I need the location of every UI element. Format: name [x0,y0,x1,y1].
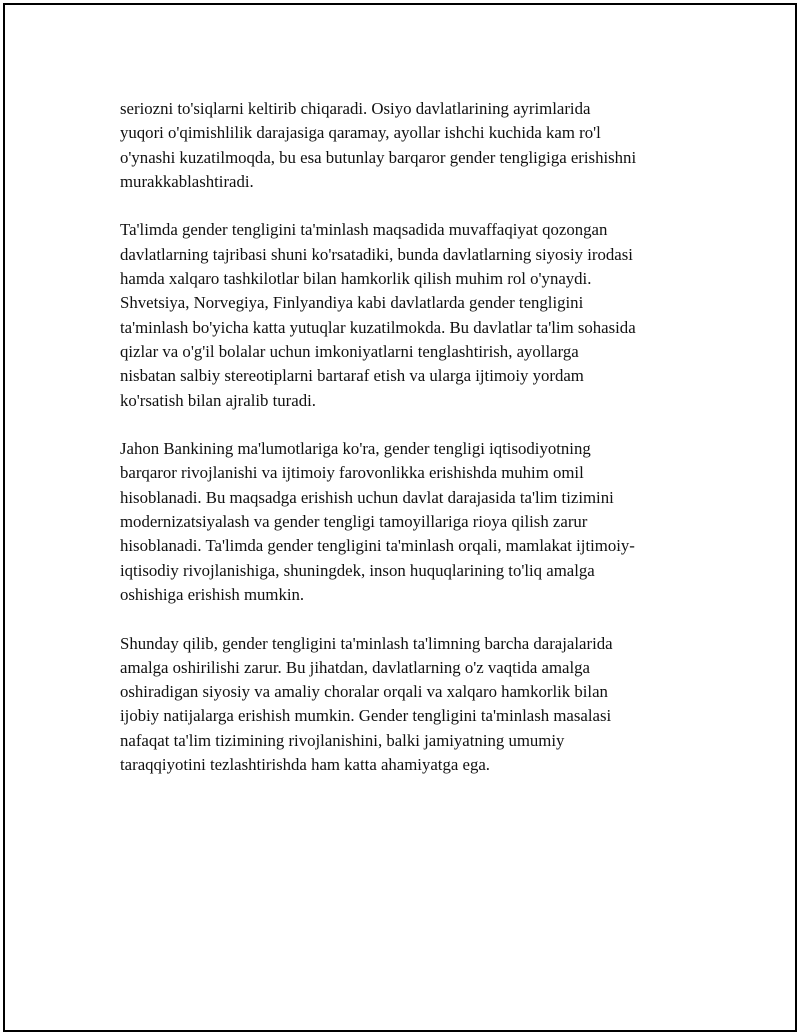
paragraph-2 [120,218,695,412]
document-page [3,3,797,1032]
text-line: Ta'limda gender tengligini ta'minlash maqsadida muvaffaqiyat qozongan [120,220,608,240]
text-line: Shunday qilib, gender tengligini ta'minlash ta'limning barcha darajalarida [120,633,613,653]
text-line: iqtisodiy rivojlanishiga, shuningdek, inson huquqlarining to'liq amalga [120,560,595,580]
paragraph-3 [120,437,695,607]
text-line: ta'minlash bo'yicha katta yutuqlar kuzatilmokda. Bu davlatlar ta'lim sohasida [120,317,636,337]
text-line: hisoblanadi. Ta'limda gender tengligini ta'minlash orqali, mamlakat ijtimoiy- [120,536,635,556]
document-body [120,97,695,802]
text-line: hamda xalqaro tashkilotlar bilan hamkorlik qilish muhim rol o'ynaydi. [120,269,592,289]
text-line: o'ynashi kuzatilmoqda, bu esa butunlay barqaror gender tengligiga erishishni [120,147,637,167]
text-line: murakkablashtiradi. [120,171,254,191]
text-line: ko'rsatish bilan ajralib turadi. [120,390,316,410]
text-line: barqaror rivojlanishi va ijtimoiy farovonlikka erishishda muhim omil [120,463,584,483]
text-line: davlatlarning tajribasi shuni ko'rsatadiki, bunda davlatlarning siyosiy irodasi [120,244,633,264]
text-line: hisoblanadi. Bu maqsadga erishish uchun davlat darajasida ta'lim tizimini [120,487,614,507]
paragraph-4 [120,632,695,778]
text-line: taraqqiyotini tezlashtirishda ham katta ahamiyatga ega. [120,755,490,775]
text-line: yuqori o'qimishlilik darajasiga qaramay, ayollar ishchi kuchida kam ro'l [120,123,601,143]
text-line: Shvetsiya, Norvegiya, Finlyandiya kabi davlatlarda gender tengligini [120,293,584,313]
text-line: oshiradigan siyosiy va amaliy choralar orqali va xalqaro hamkorlik bilan [120,682,608,702]
text-line: nafaqat ta'lim tizimining rivojlanishini, balki jamiyatning umumiy [120,730,565,750]
text-line: qizlar va o'g'il bolalar uchun imkoniyatlarni tenglashtirish, ayollarga [120,341,579,361]
text-line: oshishiga erishish mumkin. [120,584,305,604]
text-line: nisbatan salbiy stereotiplarni bartaraf etish va ularga ijtimoiy yordam [120,366,584,386]
paragraph-1 [120,97,695,194]
text-line: Jahon Bankining ma'lumotlariga ko'ra, gender tengligi iqtisodiyotning [120,439,591,459]
text-line: amalga oshirilishi zarur. Bu jihatdan, davlatlarning o'z vaqtida amalga [120,657,590,677]
text-line: ijobiy natijalarga erishish mumkin. Gender tengligini ta'minlash masalasi [120,706,612,726]
text-line: modernizatsiyalash va gender tengligi tamoyillariga rioya qilish zarur [120,512,588,532]
text-line: seriozni to'siqlarni keltirib chiqaradi. Osiyo davlatlarining ayrimlarida [120,99,591,118]
